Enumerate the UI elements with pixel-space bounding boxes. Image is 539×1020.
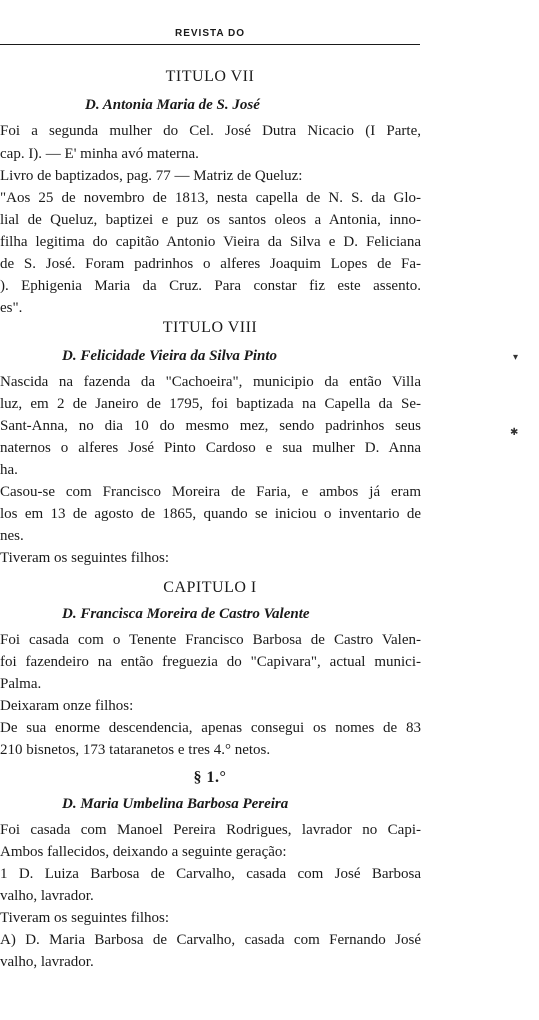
header-rule <box>0 44 420 45</box>
secao-1-line-7: valho, lavrador. <box>0 954 94 970</box>
titulo-vii-name: D. Antonia Maria de S. José <box>85 97 260 113</box>
titulo-vii-line-5: lial de Queluz, baptizei e puz os santos oleos a Antonia, inno- <box>0 212 421 228</box>
titulo-vii-line-2: cap. I). — E' minha avó materna. <box>0 146 199 162</box>
secao-1-line-3: 1 D. Luiza Barbosa de Carvalho, casada com José Barbosa <box>0 866 421 882</box>
secao-1-line-1: Foi casada com Manoel Pereira Rodrigues, lavrador no Capi- <box>0 822 421 838</box>
titulo-viii-line-6: Casou-se com Francisco Moreira de Faria, e ambos já eram <box>0 484 421 500</box>
titulo-vii-line-7: de S. José. Foram padrinhos o alferes Joaquim Lopes de Fa- <box>0 256 421 272</box>
capitulo-i-line-6: 210 bisnetos, 173 tataranetos e tres 4.° netos. <box>0 742 271 758</box>
capitulo-i-line-1: Foi casada com o Tenente Francisco Barbosa de Castro Valen- <box>0 632 421 648</box>
titulo-vii-line-9: es". <box>0 300 23 316</box>
secao-1-line-4: valho, lavrador. <box>0 888 94 904</box>
secao-1-heading: § 1.° <box>193 769 227 786</box>
titulo-vii-line-6: filha legitima do capitão Antonio Vieira da Silva e D. Feliciana <box>0 234 421 250</box>
titulo-vii-line-1: Foi a segunda mulher do Cel. José Dutra Nicacio (I Parte, <box>0 123 421 139</box>
scan-speck: ✱ <box>510 427 519 438</box>
titulo-viii-line-4: naternos o alferes José Pinto Cardoso e sua mulher D. Anna <box>0 440 421 456</box>
titulo-viii-line-2: luz, em 2 de Janeiro de 1795, foi baptizada na Capella da Se- <box>0 396 421 412</box>
capitulo-i-line-5: De sua enorme descendencia, apenas consegui os nomes de 83 <box>0 720 421 736</box>
titulo-viii-line-1: Nascida na fazenda da "Cachoeira", municipio da então Villa <box>0 374 421 390</box>
titulo-viii-line-7: los em 13 de agosto de 1865, quando se iniciou o inventario de <box>0 506 421 522</box>
secao-1-name: D. Maria Umbelina Barbosa Pereira <box>62 796 289 812</box>
titulo-viii-name: D. Felicidade Vieira da Silva Pinto <box>62 348 277 364</box>
titulo-viii-line-5: ha. <box>0 462 18 478</box>
scan-speck: ▾ <box>513 352 519 363</box>
titulo-viii-line-9: Tiveram os seguintes filhos: <box>0 550 170 566</box>
capitulo-i-line-2: foi fazendeiro na então freguezia do "Capivara", actual munici- <box>0 654 421 670</box>
titulo-vii-line-3: Livro de baptizados, pag. 77 — Matriz de Queluz: <box>0 168 303 184</box>
capitulo-i-name: D. Francisca Moreira de Castro Valente <box>62 606 310 622</box>
secao-1-line-6: A) D. Maria Barbosa de Carvalho, casada com Fernando José <box>0 932 421 948</box>
titulo-vii-line-4: "Aos 25 de novembro de 1813, nesta capella de N. S. da Glo- <box>0 190 421 206</box>
running-head: REVISTA DO <box>174 28 245 39</box>
titulo-viii-line-8: nes. <box>0 528 24 544</box>
capitulo-i-line-4: Deixaram onze filhos: <box>0 698 134 714</box>
capitulo-i-heading: CAPITULO I <box>163 579 257 596</box>
capitulo-i-line-3: Palma. <box>0 676 42 692</box>
secao-1-line-5: Tiveram os seguintes filhos: <box>0 910 170 926</box>
titulo-vii-heading: TITULO VII <box>165 68 255 85</box>
titulo-viii-line-3: Sant-Anna, no dia 10 do mesmo mez, sendo padrinhos seus <box>0 418 421 434</box>
titulo-vii-line-8: ). Ephigenia Maria da Cruz. Para constar fiz este assento. <box>0 278 421 294</box>
titulo-viii-heading: TITULO VIII <box>162 319 258 336</box>
secao-1-line-2: Ambos fallecidos, deixando a seguinte geração: <box>0 844 287 860</box>
